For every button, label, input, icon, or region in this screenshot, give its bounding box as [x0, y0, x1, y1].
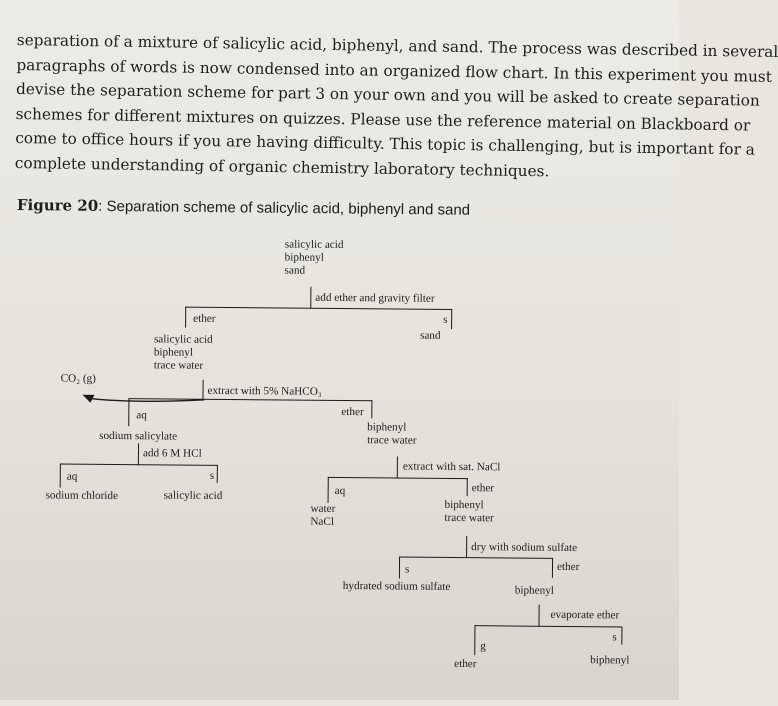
step2-right-item: biphenyl — [367, 421, 407, 434]
flow-line — [60, 464, 62, 488]
flow-line — [310, 287, 311, 309]
split-line — [399, 556, 553, 559]
step2-right-item: trace water — [367, 434, 417, 447]
co2-gas-label: CO₂ (g) — [60, 372, 96, 385]
split-line — [474, 625, 622, 628]
paragraph-line: come to office hours if you are having difficulty. This topic is challenging, but is important for a — [15, 129, 755, 159]
flow-line — [451, 309, 452, 329]
step3-action: add 6 M HCl — [142, 447, 202, 460]
start-item: sand — [284, 264, 306, 277]
flow-line — [138, 443, 139, 465]
step1-right-item: sand — [419, 329, 441, 342]
step5-action: dry with sodium sulfate — [471, 541, 578, 555]
step6-action: evaporate ether — [550, 608, 620, 622]
step3-right-label: s — [209, 469, 215, 482]
flow-line — [217, 465, 218, 483]
step4-left-label: aq — [334, 484, 346, 498]
step6-right-item: biphenyl — [590, 654, 630, 667]
paragraph-line: devise the separation scheme for part 3 on your own and you will be asked to create separation — [15, 80, 760, 110]
step4-action: extract with sat. NaCl — [402, 460, 501, 474]
flow-line — [474, 625, 476, 655]
step6-right-label: s — [612, 631, 617, 644]
step3-left-item: sodium chloride — [45, 489, 119, 503]
step6-left-label: g — [480, 640, 486, 653]
flow-line — [397, 456, 398, 478]
step1-action: add ether and gravity filter — [315, 291, 435, 305]
split-line — [185, 307, 452, 311]
paragraph-line: schemes for different mixtures on quizzes. Please use the reference material on Blackboard or — [15, 104, 751, 135]
step1-right-label: s — [443, 313, 448, 326]
split-line — [60, 464, 218, 467]
step3-right-item: salicylic acid — [163, 489, 223, 502]
flow-line — [128, 398, 130, 426]
step5-left-item: hydrated sodium sulfate — [342, 580, 451, 593]
step4-right-item: trace water — [444, 511, 494, 525]
step1-left-item: salicylic acid — [153, 333, 213, 346]
flow-line — [371, 400, 372, 418]
step5-left-label: s — [404, 563, 410, 576]
step1-left-label: ether — [193, 312, 216, 325]
figure-caption: : Separation scheme of salicylic acid, biphenyl and sand — [98, 197, 471, 219]
step4-right-label: ether — [471, 482, 495, 495]
step3-left-label: aq — [66, 470, 78, 483]
step4-right-item: biphenyl — [444, 498, 484, 512]
step4-left-item: NaCl — [310, 515, 335, 528]
flow-line — [185, 307, 186, 328]
flow-line — [202, 380, 203, 400]
flow-line — [328, 477, 330, 503]
paragraph-line: complete understanding of organic chemistry laboratory techniques. — [14, 153, 550, 181]
step2-left-label: aq — [136, 409, 147, 422]
flow-line — [399, 556, 400, 578]
flow-line — [621, 626, 622, 644]
step2-right-label: ether — [341, 405, 364, 419]
step6-left-item: ether — [454, 657, 477, 671]
step1-left-item: trace water — [153, 359, 204, 372]
step5-right-label: ether — [556, 560, 580, 574]
paragraph-line: paragraphs of words is now condensed into an organized flow chart. In this experiment you must — [16, 55, 773, 86]
start-item: salicylic acid — [284, 238, 344, 251]
flow-line — [552, 558, 553, 578]
step1-left-item: biphenyl — [153, 346, 194, 359]
step2-left-item: sodium salicylate — [99, 429, 178, 443]
step5-right-item: biphenyl — [514, 584, 554, 597]
flow-line — [538, 605, 539, 627]
paragraph-line: separation of a mixture of salicylic acid, biphenyl, and sand. The process was described in several — [16, 30, 778, 61]
start-item: biphenyl — [284, 251, 324, 264]
step2-action: extract with 5% NaHCO₃ — [207, 384, 322, 398]
flow-line — [466, 536, 467, 558]
figure-label: Figure 20 — [16, 196, 99, 215]
split-line — [328, 477, 468, 480]
flow-line — [467, 478, 468, 496]
step4-left-item: water — [310, 502, 336, 515]
